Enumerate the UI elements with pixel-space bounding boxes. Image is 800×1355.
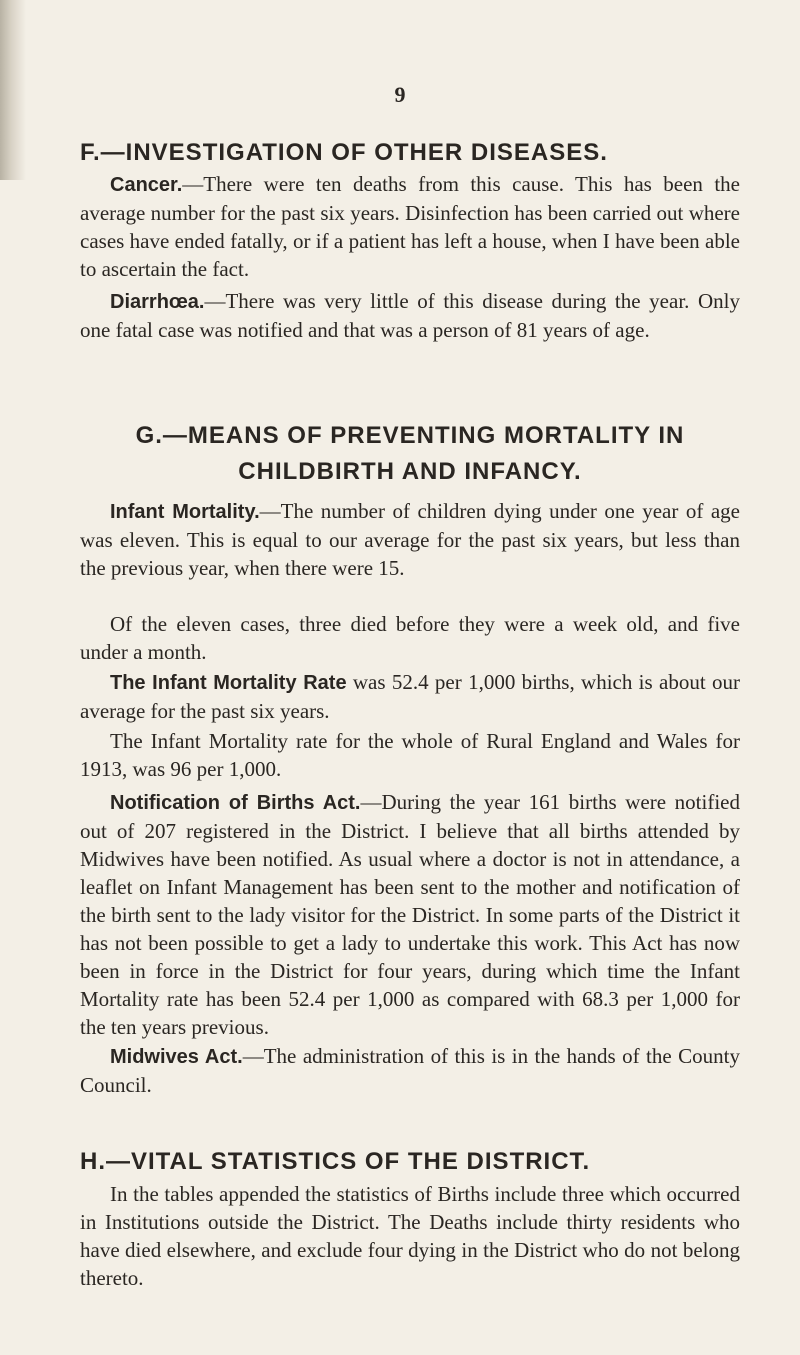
midwives-lead: Midwives Act. [110,1046,243,1068]
midwives-text: —The administration of this is in the hands of the County Council. [80,1044,740,1097]
notification-lead: Notification of Births Act. [110,792,361,814]
midwives-paragraph [80,1042,740,1099]
vital-statistics-paragraph [80,1180,740,1292]
notification-paragraph [80,788,740,1041]
diarrhoea-lead: Diarrhœa. [110,291,205,313]
infant-mortality-lead: Infant Mortality. [110,501,260,523]
infant-mortality-paragraph [80,497,740,582]
section-f [80,135,740,171]
section-f-heading: F.—INVESTIGATION OF OTHER DISEASES. [80,139,608,166]
section-h-heading: H.—VITAL STATISTICS OF THE DISTRICT. [80,1148,591,1175]
eleven-cases-paragraph [80,610,740,666]
diarrhoea-text: —There was very little of this disease during the year. Only one fatal case was notified and that was a person of 81 years of age. [80,289,740,342]
rural-england-text: The Infant Mortality rate for the whole of Rural England and Wales for 1913, was 96 per 1,000. [80,729,740,781]
section-h [80,1144,740,1180]
section-g [80,418,740,490]
mortality-rate-lead: The Infant Mortality Rate [110,672,347,694]
cancer-text: —There were ten deaths from this cause. This has been the average number for the past six years. Disinfection has been carried out where cases have ended fatally, or if a patient has left a house, when I have been able to ascertain the fact. [80,172,740,281]
section-g-heading-line2: CHILDBIRTH AND INFANCY. [238,458,582,485]
cancer-paragraph [80,170,740,283]
notification-text: —During the year 161 births were notified out of 207 registered in the District. I believe that all births attended by Midwives have been notified. As usual where a doctor is not in attendance, a leaflet on Infant Management has been sent to the mother and notification of the birth sent to the lady visitor for the District. In some parts of the District it has not been possible to get a lady to undertake this work. This Act has now been in force in the District for four years, during which time the Infant Mortality rate has been 52.4 per 1,000 as compared with 68.3 per 1,000 for the ten years previous. [80,790,740,1039]
page-number: 9 [394,82,406,107]
diarrhoea-paragraph [80,287,740,344]
vital-statistics-text: In the tables appended the statistics of Births include three which occurred in Institutions outside the District. The Deaths include thirty residents who have died elsewhere, and exclude four dying in the District who do not belong thereto. [80,1182,740,1290]
mortality-rate-text: was 52.4 per 1,000 births, which is about our average for the past six years. [80,670,740,723]
infant-mortality-text: —The number of children dying under one year of age was eleven. This is equal to our average for the past six years, but less than the previous year, when there were 15. [80,499,740,580]
cancer-lead: Cancer. [110,174,183,196]
rural-england-paragraph [80,727,740,783]
mortality-rate-paragraph [80,668,740,725]
eleven-cases-text: Of the eleven cases, three died before they were a week old, and five under a month. [80,612,740,664]
section-g-heading-line1: G.—MEANS OF PREVENTING MORTALITY IN [135,422,685,449]
